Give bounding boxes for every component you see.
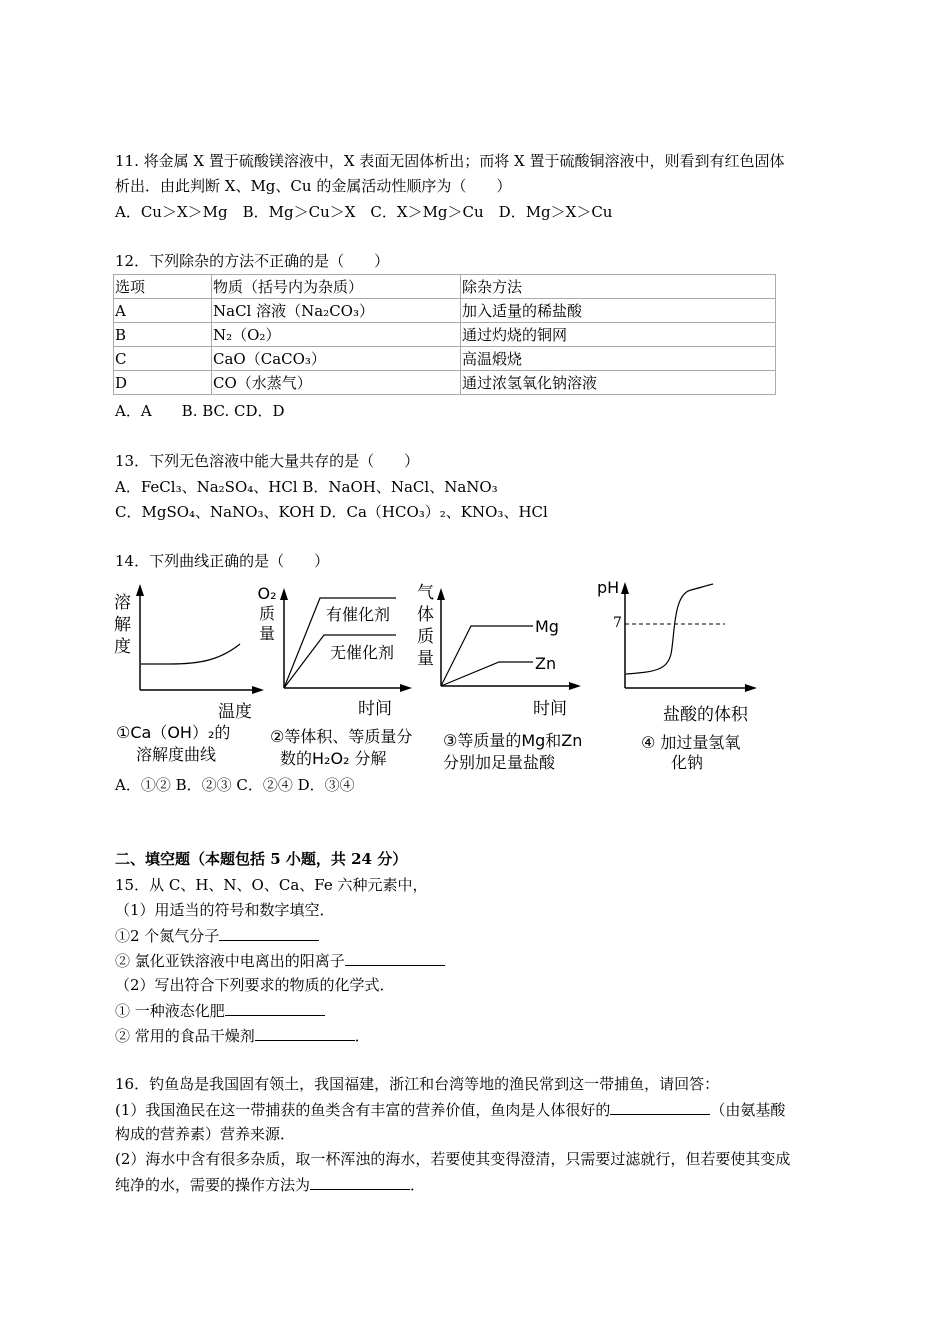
q11-line1: 11. 将金属 X 置于硫酸镁溶液中，X 表面无固体析出；而将 X 置于硫酸铜溶液中，则看到有红色固体 (115, 152, 785, 170)
x-axis-arrow-icon (569, 682, 581, 690)
ylabel-char: 质 (417, 627, 434, 647)
q16-p1a (115, 1099, 785, 1120)
q15-p1b-text: ② 氯化亚铁溶液中电离出的阳离子 (115, 952, 345, 970)
table-cell: N₂（O₂） (212, 323, 461, 347)
q16-stem: 16．钓鱼岛是我国固有领土，我国福建，浙江和台湾等地的渔民常到这一带捕鱼，请回答： (115, 1075, 720, 1093)
curve-label-zn: Zn (535, 654, 557, 673)
table-cell: NaCl 溶液（Na₂CO₃） (212, 299, 461, 323)
q16-p1a-end: （由氨基酸 (710, 1101, 786, 1119)
q13-stem: 13．下列无色溶液中能大量共存的是（ ） (115, 452, 420, 470)
graph-2-caption-1: ②等体积、等质量分 (270, 727, 413, 746)
table-row (114, 323, 776, 347)
graph-1-ylabel (114, 592, 131, 658)
q12-options: A．A B. BC. CD．D (115, 402, 285, 420)
answer-blank[interactable] (310, 1174, 410, 1190)
graph-4-xlabel: 盐酸的体积 (663, 705, 748, 725)
graph-2-caption-2: 数的H₂O₂ 分解 (280, 749, 387, 768)
q13-line1: A．FeCl₃、Na₂SO₄、HCl B．NaOH、NaCl、NaNO₃ (115, 478, 498, 496)
q15-p2a-text: ① 一种液态化肥 (115, 1002, 225, 1020)
q15-p2: （2）写出符合下列要求的物质的化学式． (115, 976, 395, 994)
q13-line2: C．MgSO₄、NaNO₃、KOH D．Ca（HCO₃）₂、KNO₃、HCl (115, 503, 548, 521)
table-cell: D (114, 371, 212, 395)
graph-2 (257, 580, 438, 770)
graph-2-xlabel: 时间 (358, 699, 392, 719)
table-header: 物质（括号内为杂质） (212, 275, 461, 299)
ph-curve (626, 584, 713, 674)
ylabel-char: O₂ (257, 584, 277, 603)
graph-3 (415, 580, 590, 770)
graph-1 (110, 580, 270, 770)
graph-1-caption-1: ①Ca（OH）₂的 (116, 723, 231, 742)
table-cell: 通过灼烧的铜网 (461, 323, 776, 347)
answer-blank[interactable] (225, 1000, 325, 1016)
q16-p2b-text: 纯净的水，需要的操作方法为 (115, 1176, 311, 1194)
q15-p1b (115, 950, 445, 971)
table-cell: 高温煅烧 (461, 347, 776, 371)
q14-options: A．①② B．②③ C．②④ D．③④ (115, 776, 355, 794)
mg-curve (441, 626, 533, 686)
graph-3-xlabel: 时间 (533, 699, 567, 719)
table-row (114, 371, 776, 395)
table-cell: CaO（CaCO₃） (212, 347, 461, 371)
q15-p2b-end: ． (354, 1027, 370, 1045)
y-axis-arrow-icon (280, 588, 288, 600)
curve-label-no-catalyst: 无催化剂 (330, 643, 395, 662)
x-axis-arrow-icon (745, 684, 757, 692)
y-axis-arrow-icon (621, 582, 629, 594)
graph-2-ylabel (254, 584, 280, 644)
q15-p1a (115, 925, 319, 946)
zn-curve (441, 662, 533, 686)
ylabel-char: 气 (417, 583, 434, 603)
graph-3-caption-2: 分别加足量盐酸 (443, 753, 556, 772)
q16-p2b (115, 1174, 425, 1195)
q16-p2a: (2）海水中含有很多杂质，取一杯浑浊的海水，若要使其变得澄清，只需要过滤就行，但若要使其变成 (115, 1150, 791, 1168)
table-cell: 加入适量的稀盐酸 (461, 299, 776, 323)
table-cell: 通过浓氢氧化钠溶液 (461, 371, 776, 395)
x-axis-arrow-icon (252, 686, 264, 694)
table-cell: B (114, 323, 212, 347)
answer-blank[interactable] (610, 1099, 710, 1115)
q11-line2: 析出．由此判断 X、Mg、Cu 的金属活动性顺序为（ ） (115, 177, 512, 195)
table-header: 选项 (114, 275, 212, 299)
ph7-label: 7 (613, 615, 622, 631)
q15-p1: （1）用适当的符号和数字填空． (115, 901, 335, 919)
solubility-curve (141, 644, 240, 664)
table-row (114, 347, 776, 371)
graph-4-ylabel: pH (597, 578, 620, 597)
q12-stem: 12．下列除杂的方法不正确的是（ ） (115, 252, 390, 270)
table-header-row (114, 275, 776, 299)
curve-label-mg: Mg (535, 617, 559, 636)
table-cell: A (114, 299, 212, 323)
answer-blank[interactable] (219, 925, 319, 941)
graph-1-caption-2: 溶解度曲线 (136, 745, 217, 764)
q11-options: A．Cu＞X＞Mg B．Mg＞Cu＞X C．X＞Mg＞Cu D．Mg＞X＞Cu (115, 203, 613, 221)
table-header: 除杂方法 (461, 275, 776, 299)
graph-4-caption-2: 化钠 (671, 753, 704, 772)
ylabel-char: 量 (417, 649, 434, 669)
table-row (114, 299, 776, 323)
curve-label-catalyst: 有催化剂 (326, 605, 391, 624)
section-title: 二、填空题（本题包括 5 小题，共 24 分） (115, 850, 408, 868)
y-axis-arrow-icon (136, 584, 144, 596)
ylabel-char: 解 (114, 615, 131, 635)
table-cell: C (114, 347, 212, 371)
answer-blank[interactable] (345, 950, 445, 966)
q15-p1a-text: ①2 个氮气分子 (115, 927, 220, 945)
ylabel-char: 质 (258, 604, 275, 623)
q15-stem: 15．从 C、H、N、O、Ca、Fe 六种元素中， (115, 876, 428, 894)
graph-3-ylabel (417, 582, 434, 670)
q16-p2b-end: ． (410, 1176, 426, 1194)
ylabel-char: 体 (417, 605, 434, 625)
answer-blank[interactable] (255, 1025, 355, 1041)
ylabel-char: 度 (114, 637, 131, 657)
q15-p2b (115, 1025, 370, 1046)
y-axis-arrow-icon (437, 588, 445, 600)
ylabel-char: 量 (258, 624, 275, 643)
q14-stem: 14．下列曲线正确的是（ ） (115, 552, 330, 570)
q15-p2b-text: ② 常用的食品干燥剂 (115, 1027, 255, 1045)
graph-1-xlabel: 温度 (218, 702, 252, 722)
graph-4-caption-1: ④ 加过量氢氧 (641, 733, 741, 752)
q16-p1a-text: (1）我国渔民在这一带捕获的鱼类含有丰富的营养价值，鱼肉是人体很好的 (115, 1101, 611, 1119)
q12-table (113, 274, 776, 395)
q16-p1b: 构成的营养素）营养来源． (115, 1125, 296, 1143)
graph-3-caption-1: ③等质量的Mg和Zn (443, 731, 583, 750)
graph-4 (595, 574, 765, 770)
q15-p2a (115, 1000, 325, 1021)
x-axis-arrow-icon (400, 684, 412, 692)
table-cell: CO（水蒸气） (212, 371, 461, 395)
ylabel-char: 溶 (114, 593, 131, 613)
